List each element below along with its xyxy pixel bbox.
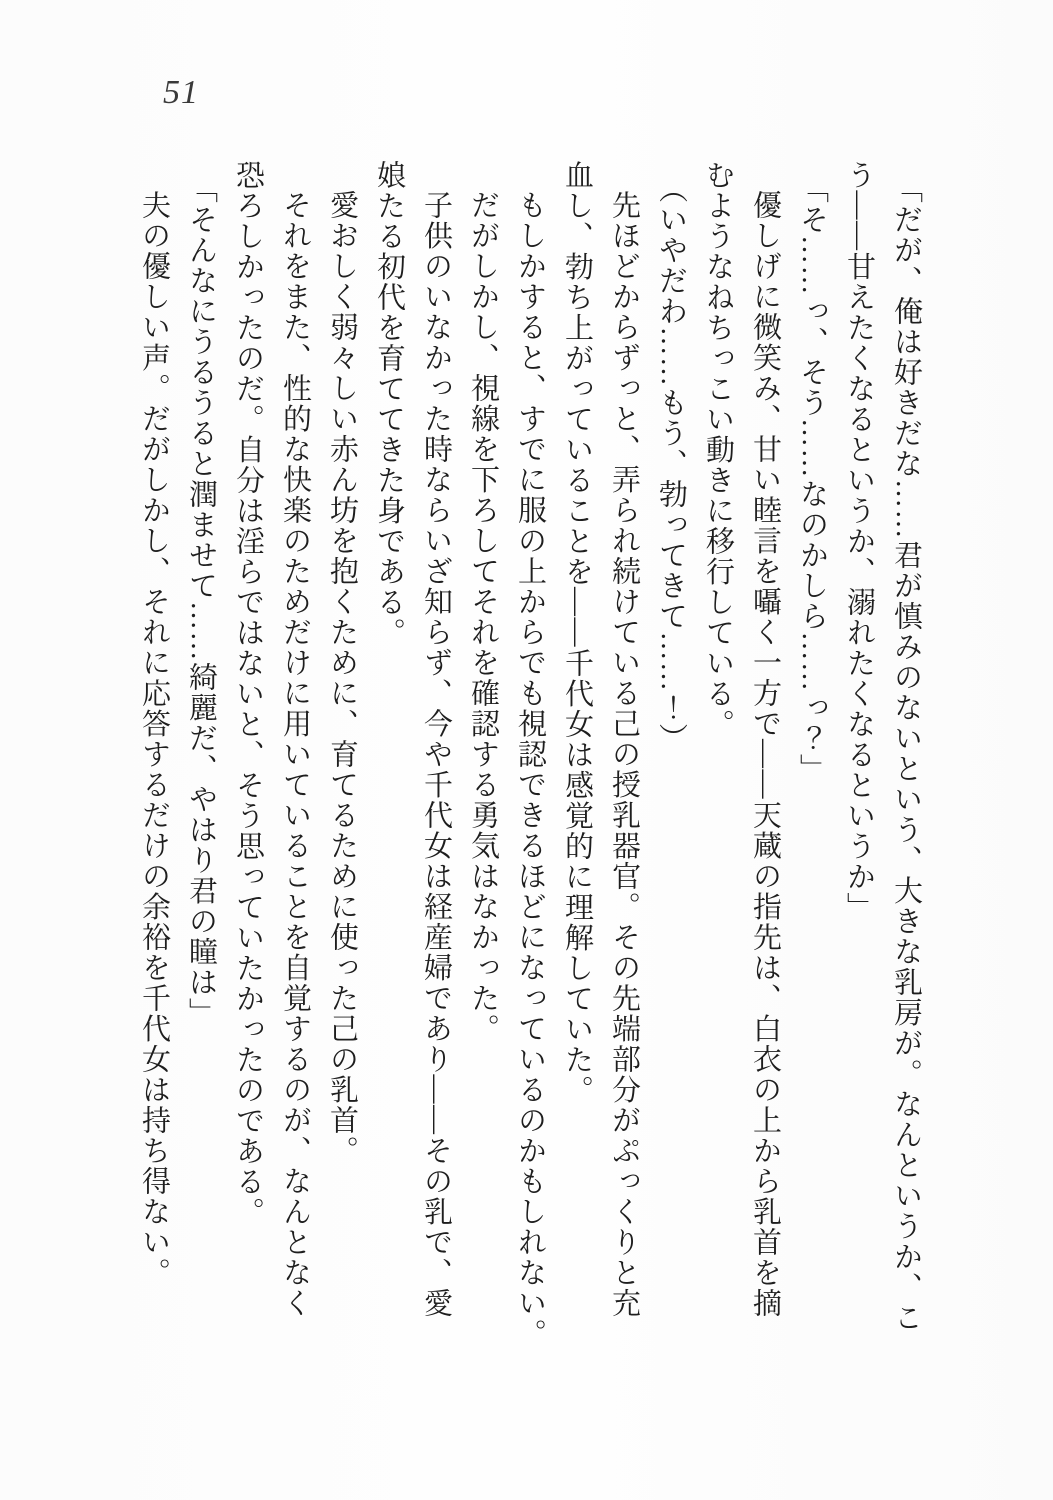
text-column: 「そんなにうるうると潤ませて……綺麗だ、やはり君の瞳は」 [185, 174, 217, 1028]
text-column: 先ほどからずっと、弄られ続けている己の授乳器官。その先端部分がぷっくりと充 [608, 190, 640, 1319]
text-column: 夫の優しい声。だがしかし、それに応答するだけの余裕を千代女は持ち得ない。 [138, 190, 170, 1288]
page-number: 51 [163, 74, 199, 111]
text-column: う――甘えたくなるというか、溺れたくなるというか」 [843, 160, 875, 923]
text-column: 愛おしく弱々しい赤ん坊を抱くために、育てるために使った己の乳首。 [326, 190, 358, 1166]
text-column: 娘たる初代を育ててきた身である。 [373, 160, 405, 648]
text-column: 子供のいなかった時ならいざ知らず、今や千代女は経産婦であり――その乳で、愛 [420, 190, 452, 1319]
text-column: むようなねちっこい動きに移行している。 [702, 160, 734, 740]
text-column: だがしかし、視線を下ろしてそれを確認する勇気はなかった。 [467, 190, 499, 1044]
text-column: 「そ……っ、そう……なのかしら……っ？」 [796, 174, 828, 784]
text-column: 血し、勃ち上がっていることを――千代女は感覚的に理解していた。 [561, 160, 593, 1106]
vertical-text-block [130, 160, 929, 1375]
text-column: もしかすると、すでに服の上からでも視認できるほどになっているのかもしれない。 [514, 190, 546, 1349]
text-column: それをまた、性的な快楽のためだけに用いていることを自覚するのが、なんとなく [279, 190, 311, 1319]
text-column: 優しげに微笑み、甘い睦言を囁く一方で――天蔵の指先は、白衣の上から乳首を摘 [749, 190, 781, 1319]
text-column: 恐ろしかったのだ。自分は淫らではないと、そう思っていたかったのである。 [232, 160, 264, 1228]
text-column: 「だが、俺は好きだな……君が慎みのないという、大きな乳房が。なんというか、こ [890, 174, 922, 1333]
text-column: （いやだわ……もう、勃ってきて……！） [655, 174, 687, 754]
